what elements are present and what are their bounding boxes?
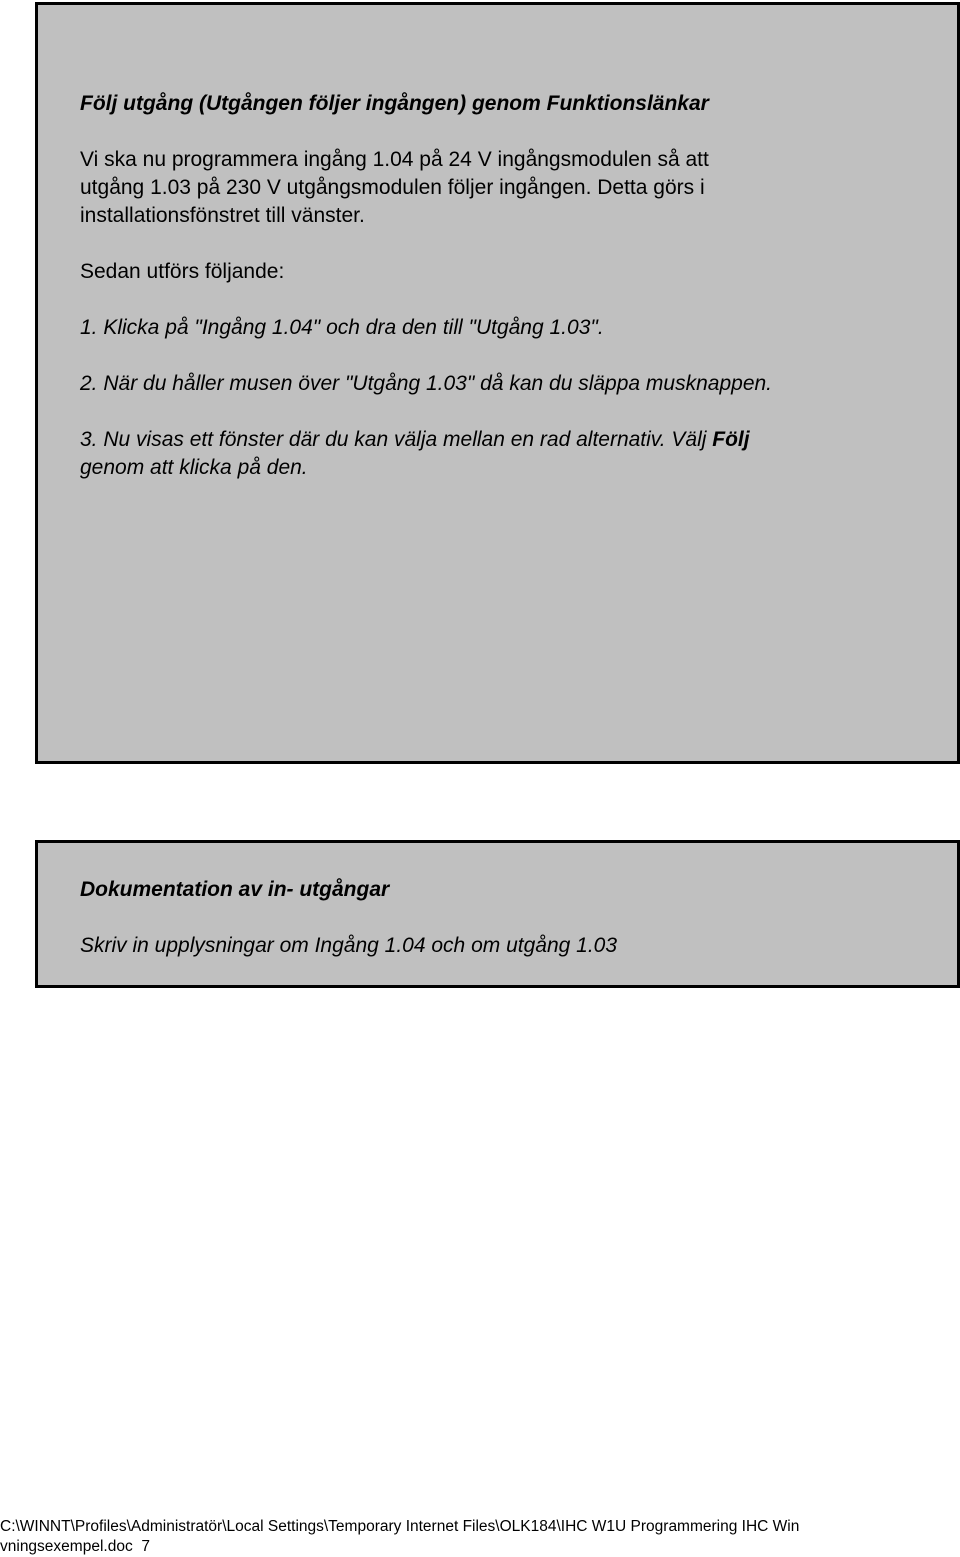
intro-line-2: utgång 1.03 på 230 V utgångsmodulen följer ingången. Detta görs i — [80, 176, 705, 199]
documentation-text: Skriv in upplysningar om Ingång 1.04 och om utgång 1.03 — [80, 934, 618, 957]
section-title-documentation: Dokumentation av in- utgångar — [80, 878, 390, 901]
footer-line-2 — [0, 1538, 150, 1556]
then-heading: Sedan utförs följande: — [80, 260, 285, 283]
footer-file-path: C:\WINNT\Profiles\Administratör\Local Settings\Temporary Internet Files\OLK184\IHC W1U Programmering IHC Win — [0, 1518, 800, 1535]
step-3-text: 3. Nu visas ett fönster där du kan välja mellan en rad alternativ. Välj — [80, 428, 713, 451]
step-2: 2. När du håller musen över "Utgång 1.03" då kan du släppa musknappen. — [80, 372, 773, 395]
footer-file-name: vningsexempel.doc — [0, 1538, 133, 1555]
page-number: 7 — [141, 1538, 150, 1555]
documentation-panel — [35, 840, 960, 988]
intro-line-3: installationsfönstret till vänster. — [80, 204, 365, 227]
step-3-continuation: genom att klicka på den. — [80, 456, 308, 479]
step-3 — [80, 426, 750, 454]
step-1: 1. Klicka på "Ingång 1.04" och dra den till "Utgång 1.03". — [80, 316, 604, 339]
step-3-follow-keyword: Följ — [712, 428, 750, 451]
section-title-follow-output: Följ utgång (Utgången följer ingången) genom Funktionslänkar — [80, 92, 709, 115]
intro-line-1: Vi ska nu programmera ingång 1.04 på 24 V ingångsmodulen så att — [80, 148, 709, 171]
